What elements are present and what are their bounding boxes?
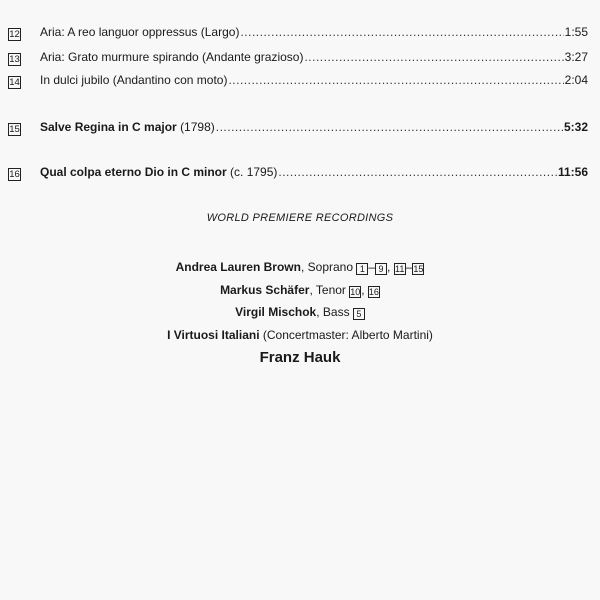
- dot-leader: [216, 119, 563, 135]
- dot-leader: [240, 24, 563, 40]
- performer-role: , Tenor: [309, 283, 350, 297]
- track-ref-box: 5: [353, 308, 365, 320]
- performer-mischok: [0, 304, 600, 320]
- dot-leader: [278, 164, 557, 180]
- work-date: (c. 1795): [230, 165, 278, 179]
- track-row: [8, 119, 588, 135]
- performer-role: , Bass: [316, 305, 353, 319]
- track-duration: 11:56: [557, 165, 588, 179]
- range-dash: –: [368, 260, 376, 274]
- track-ref-box: 16: [368, 287, 379, 297]
- track-number: 14: [9, 77, 20, 88]
- track-ref-box: 9: [375, 263, 387, 275]
- work-title: Salve Regina in C major: [40, 120, 177, 134]
- conductor-name: Franz Hauk: [259, 349, 341, 366]
- orchestra-detail: (Concertmaster: Alberto Martini): [259, 328, 433, 342]
- dot-leader: [304, 49, 563, 65]
- separator: ,: [387, 260, 394, 274]
- track-duration: 3:27: [564, 50, 588, 64]
- work-date: (1798): [180, 120, 215, 134]
- performer-name: Virgil Mischok: [235, 305, 317, 319]
- premiere-label: WORLD PREMIERE RECORDINGS: [206, 212, 394, 224]
- track-row: [8, 24, 588, 40]
- separator: ,: [361, 283, 368, 297]
- track-title: Aria: A reo languor oppressus (Largo): [40, 25, 240, 39]
- track-number: 15: [9, 124, 20, 135]
- performer-brown: [0, 259, 600, 275]
- range-dash: –: [405, 260, 413, 274]
- performer-name: Markus Schäfer: [220, 283, 310, 297]
- track-ref-box: 15: [413, 264, 424, 274]
- track-ref-box: 10: [350, 287, 361, 297]
- performer-name: Andrea Lauren Brown: [175, 260, 301, 274]
- track-number: 12: [9, 29, 20, 40]
- track-row: [8, 164, 588, 180]
- dot-leader: [228, 72, 563, 88]
- track-number: 16: [9, 169, 20, 180]
- performer-schaefer: [0, 282, 600, 298]
- track-title: In dulci jubilo (Andantino con moto): [40, 73, 228, 87]
- performer-role: , Soprano: [300, 260, 357, 274]
- track-row: [8, 49, 588, 65]
- track-duration: 1:55: [564, 25, 588, 39]
- track-title: Aria: Grato murmure spirando (Andante grazioso): [40, 50, 304, 64]
- work-title: Qual colpa eterno Dio in C minor: [40, 165, 227, 179]
- track-ref-box: 11: [395, 264, 405, 274]
- track-ref-box: 1: [356, 263, 368, 275]
- track-duration: 2:04: [564, 73, 588, 87]
- orchestra: [0, 327, 600, 343]
- track-duration: 5:32: [563, 120, 588, 134]
- track-number: 13: [9, 54, 20, 65]
- orchestra-name: I Virtuosi Italiani: [167, 328, 260, 342]
- track-title: [40, 164, 277, 180]
- track-title: [40, 119, 215, 135]
- track-row: [8, 72, 588, 88]
